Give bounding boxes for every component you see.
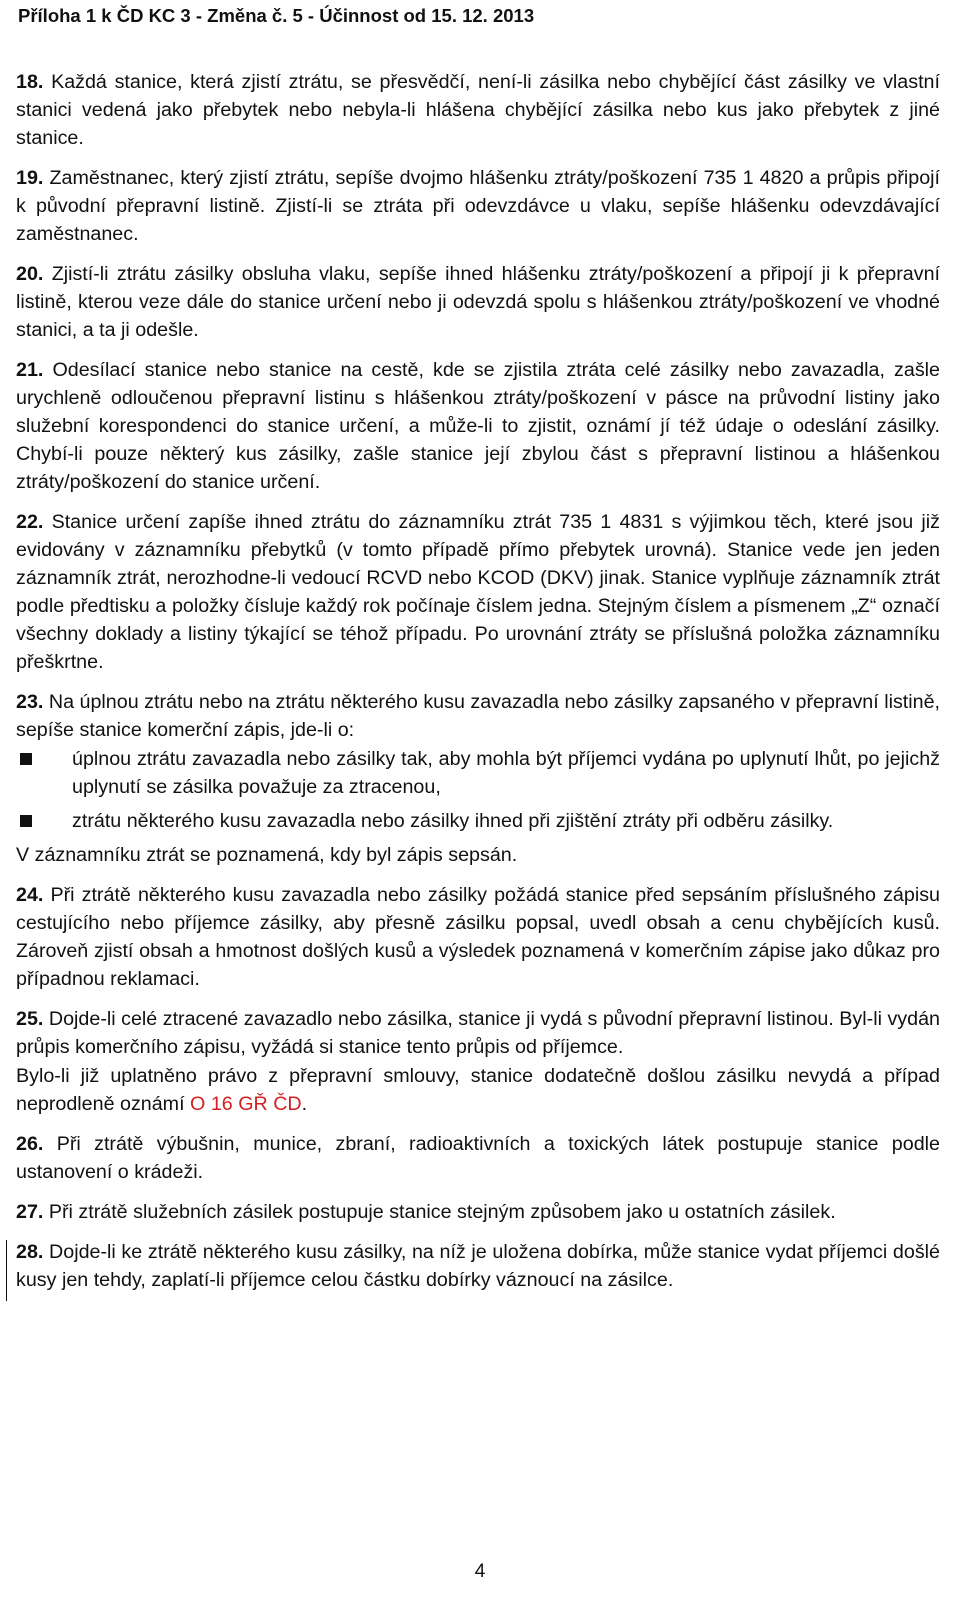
paragraph-number: 26. [16,1133,44,1155]
paragraph-number: 21. [16,359,44,381]
paragraph-22 [16,508,940,676]
paragraph-23-note: V záznamníku ztrát se poznamená, kdy byl zápis sepsán. [16,844,518,866]
paragraph-number: 23. [16,691,44,713]
paragraph-number: 22. [16,511,44,533]
paragraph-text: Při ztrátě výbušnin, munice, zbraní, radioaktivních a toxických látek postupuje stanice podle ustanovení o krádeži. [16,1133,940,1183]
document-header: Příloha 1 k ČD KC 3 - Změna č. 5 - Účinnost od 15. 12. 2013 [18,5,535,26]
paragraph-text: Každá stanice, která zjistí ztrátu, se přesvědčí, není-li zásilka nebo chybějící část zásilky ve vlastní stanici vedená jako přebytek nebo nebyla-li hlášena chybějící zásilka nebo kus jako přebytek z jiné stanice. [16,71,940,149]
paragraph-number: 28. [16,1241,44,1263]
highlighted-reference: O 16 GŘ ČD [190,1093,302,1115]
paragraph-25-continuation [16,1062,940,1118]
paragraph-number: 19. [16,167,44,189]
paragraph-text: Zjistí-li ztrátu zásilky obsluha vlaku, sepíše ihned hlášenku ztráty/poškození a připojí ji k přepravní listině, kterou veze dále do stanice určení nebo ji odevzdá spolu s hlášenkou ztráty/poškození ve vhodné stanici, a ta ji odešle. [16,263,940,341]
document-body [16,68,940,1306]
paragraph-27 [16,1198,940,1226]
paragraph-23 [16,688,940,744]
paragraph-text: Bylo-li již uplatněno právo z přepravní smlouvy, stanice dodatečně došlou zásilku nevydá a případ neprodleně oznámí [16,1065,940,1115]
paragraph-20 [16,260,940,344]
paragraph-number: 25. [16,1008,44,1030]
paragraph-18 [16,68,940,152]
paragraph-number: 18. [16,71,44,93]
bullet-item [16,807,940,835]
page-number: 4 [474,1561,486,1582]
paragraph-number: 27. [16,1201,44,1223]
paragraph-text: Stanice určení zapíše ihned ztrátu do záznamníku ztrát 735 1 4831 s výjimkou těch, které jsou již evidovány v záznamníku přebytků (v tomto případě přímo přebytek urovná). Stanice vede jen jeden záznamník ztrát, nerozhodne-li vedoucí RCVD nebo KCOD (DKV) jinak. Stanice vyplňuje záznamník ztrát podle předtisku a položky čísluje každý rok počínaje číslem jedna. Stejným číslem a písmenem „Z“ označí všechny doklady a listiny týkající se téhož případu. Po urovnání ztráty se příslušná položka záznamníku přeškrtne. [16,511,940,673]
paragraph-text: Odesílací stanice nebo stanice na cestě, kde se zjistila ztráta celé zásilky nebo zavazadla, zašle urychleně odloučenou přepravní listinu s hlášenkou ztráty/poškození v pásce na průvodní listiny jako služební korespondenci do stanice určení, a může-li to zjistit, oznámí jí též údaje o odeslání zásilky. Chybí-li pouze některý kus zásilky, zašle stanice její zbylou část s přepravní listinou a hlášenkou ztráty/poškození do stanice určení. [16,359,940,493]
paragraph-23-bullet-list [16,745,940,835]
paragraph-number: 20. [16,263,44,285]
paragraph-text: Zaměstnanec, který zjistí ztrátu, sepíše dvojmo hlášenku ztráty/poškození 735 1 4820 a průpis připojí k původní přepravní listině. Zjistí-li se ztráta při odevzdávce u vlaku, sepíše hlášenku odevzdávající zaměstnanec. [16,167,940,245]
paragraph-text: Dojde-li celé ztracené zavazadlo nebo zásilka, stanice ji vydá s původní přepravní listinou. Byl-li vydán průpis komerčního zápisu, vyžádá si stanice tento průpis od příjemce. [16,1008,940,1058]
paragraph-24 [16,881,940,993]
square-bullet-icon [20,753,32,765]
sentence-end: . [301,1093,308,1115]
bullet-text: úplnou ztrátu zavazadla nebo zásilky tak, aby mohla být příjemci vydána po uplynutí lhůt, po jejichž uplynutí se zásilka považuje za ztracenou, [72,748,940,798]
paragraph-21 [16,356,940,496]
revision-change-bar [6,1240,7,1301]
square-bullet-icon [20,815,32,827]
bullet-item [16,745,940,801]
paragraph-text: Při ztrátě některého kusu zavazadla nebo zásilky požádá stanice před sepsáním příslušného zápisu cestujícího nebo příjemce zásilky, aby přesně zásilku popsal, uvedl obsah a cenu chybějících kusů. Zároveň zjistí obsah a hmotnost došlých kusů a výsledek poznamená v komerčním zápise jako důkaz pro případnou reklamaci. [16,884,940,990]
paragraph-number: 24. [16,884,44,906]
paragraph-28 [16,1238,940,1294]
paragraph-26 [16,1130,940,1186]
paragraph-text: Na úplnou ztrátu nebo na ztrátu některého kusu zavazadla nebo zásilky zapsaného v přepravní listině, sepíše stanice komerční zápis, jde-li o: [16,691,940,741]
paragraph-25 [16,1005,940,1061]
paragraph-text: Dojde-li ke ztrátě některého kusu zásilky, na níž je uložena dobírka, může stanice vydat příjemci došlé kusy jen tehdy, zaplatí-li příjemce celou částku dobírky váznoucí na zásilce. [16,1241,940,1291]
bullet-text: ztrátu některého kusu zavazadla nebo zásilky ihned při zjištění ztráty při odběru zásilky. [72,810,834,832]
paragraph-19 [16,164,940,248]
paragraph-text: Při ztrátě služebních zásilek postupuje stanice stejným způsobem jako u ostatních zásilek. [48,1201,836,1223]
